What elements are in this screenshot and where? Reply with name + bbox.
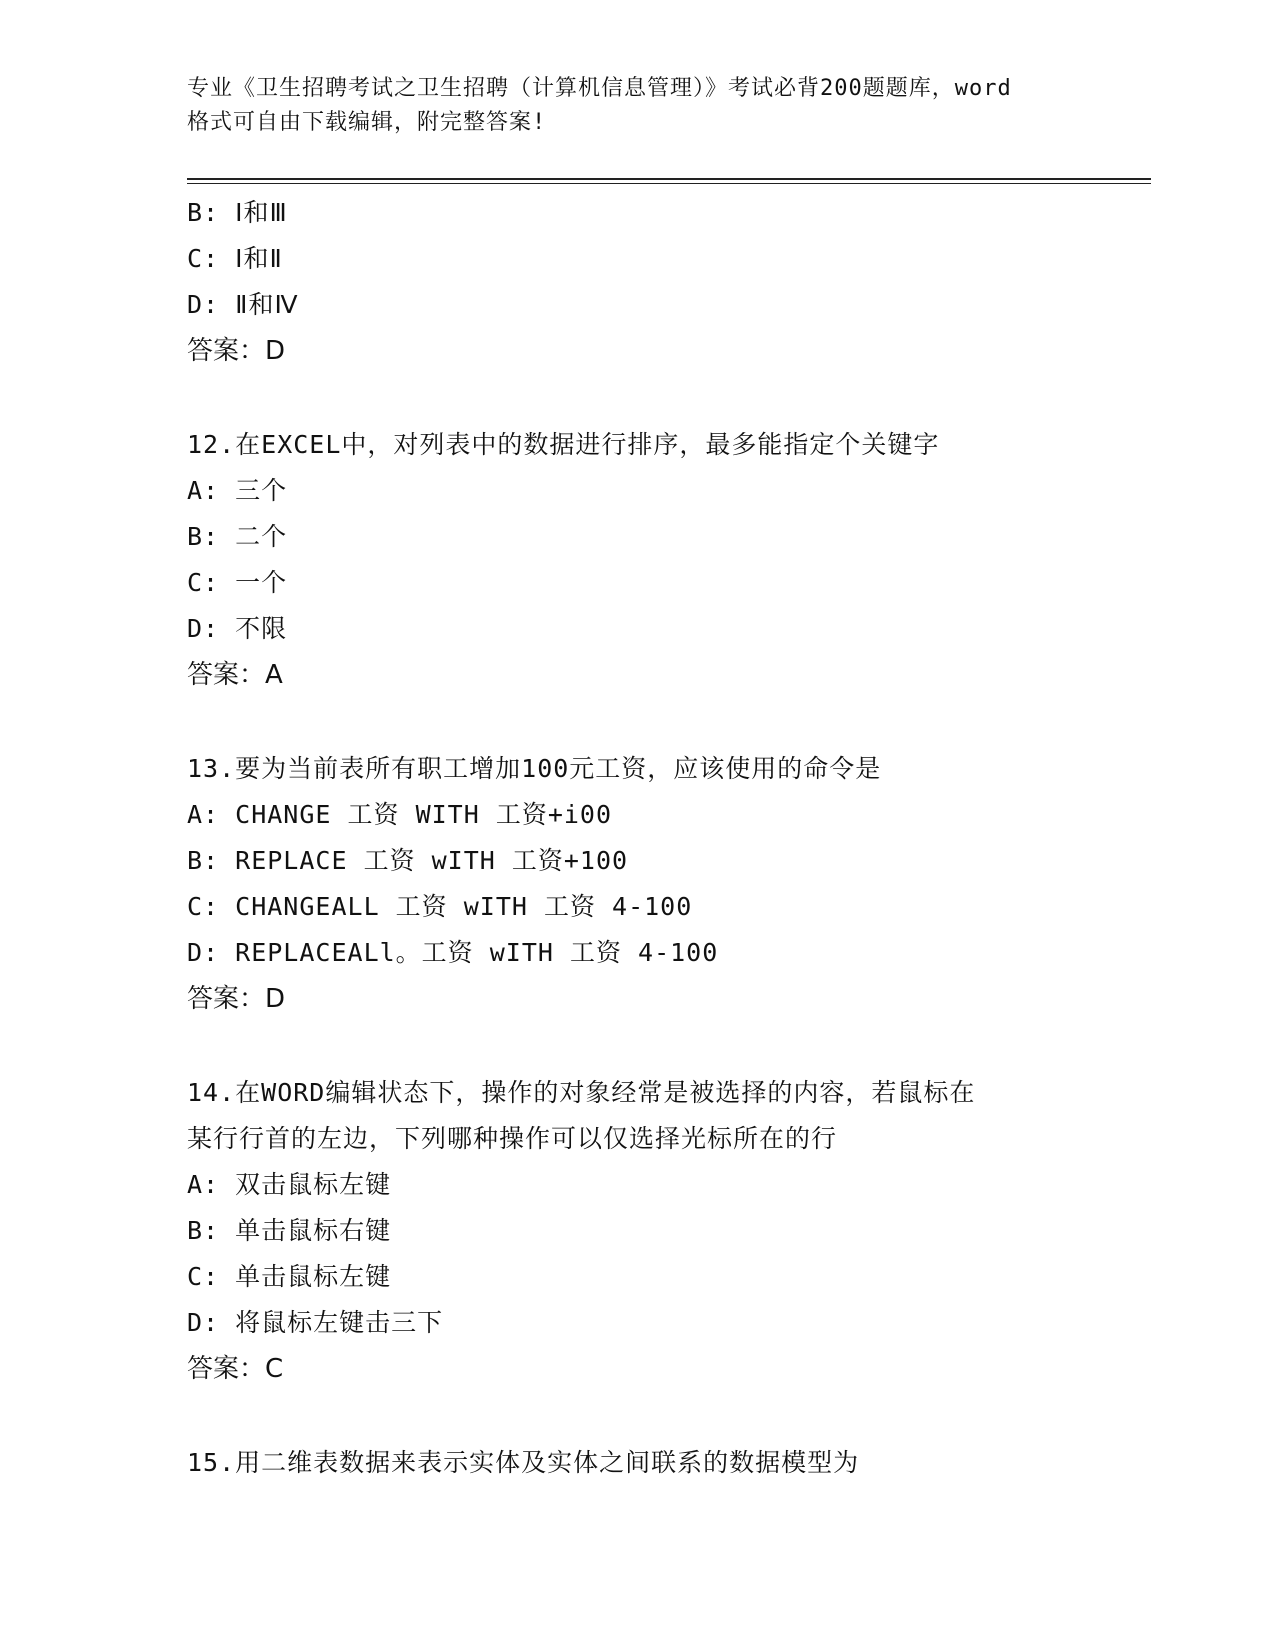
- option-b: B: Ⅰ和Ⅲ: [187, 198, 288, 227]
- question-stem-line-1: 14.在WORD编辑状态下，操作的对象经常是被选择的内容，若鼠标在: [187, 1078, 976, 1107]
- option-d: D: Ⅱ和Ⅳ: [187, 290, 299, 319]
- document-body: [187, 190, 1151, 1486]
- question-15: [187, 1440, 1151, 1486]
- question-stem: 15.用二维表数据来表示实体及实体之间联系的数据模型为: [187, 1448, 860, 1477]
- option-a: A: 双击鼠标左键: [187, 1170, 392, 1199]
- question-13: [187, 746, 1151, 1022]
- header-divider-thin: [187, 183, 1151, 184]
- answer: 答案：D: [187, 984, 286, 1014]
- question-11-tail: [187, 190, 1151, 374]
- option-b: B: REPLACE 工资 wITH 工资+100: [187, 846, 629, 875]
- answer: 答案：D: [187, 336, 286, 366]
- option-c: C: CHANGEALL 工资 wITH 工资 4-100: [187, 892, 693, 921]
- option-c: C: Ⅰ和Ⅱ: [187, 244, 283, 273]
- question-stem: 13.要为当前表所有职工增加100元工资，应该使用的命令是: [187, 754, 882, 783]
- option-a: A: CHANGE 工资 WITH 工资+i00: [187, 800, 613, 829]
- answer: 答案：A: [187, 660, 283, 690]
- question-stem-line-2: 某行行首的左边，下列哪种操作可以仅选择光标所在的行: [187, 1124, 838, 1153]
- answer: 答案：C: [187, 1354, 284, 1384]
- question-stem: 12.在EXCEL中，对列表中的数据进行排序，最多能指定个关键字: [187, 430, 940, 459]
- option-d: D: 将鼠标左键击三下: [187, 1308, 444, 1337]
- option-a: A: 三个: [187, 476, 288, 505]
- option-c: C: 一个: [187, 568, 288, 597]
- option-d: D: 不限: [187, 614, 288, 643]
- header-divider-thick: [187, 178, 1151, 180]
- option-c: C: 单击鼠标左键: [187, 1262, 392, 1291]
- document-header: [187, 72, 1117, 140]
- question-14: [187, 1070, 1151, 1392]
- option-b: B: 二个: [187, 522, 288, 551]
- option-d: D: REPLACEALl。工资 wITH 工资 4-100: [187, 938, 719, 967]
- header-line-2: 格式可自由下载编辑，附完整答案!: [187, 110, 547, 135]
- question-12: [187, 422, 1151, 698]
- header-line-1: 专业《卫生招聘考试之卫生招聘（计算机信息管理）》考试必背200题题库，word: [187, 76, 1012, 101]
- option-b: B: 单击鼠标右键: [187, 1216, 392, 1245]
